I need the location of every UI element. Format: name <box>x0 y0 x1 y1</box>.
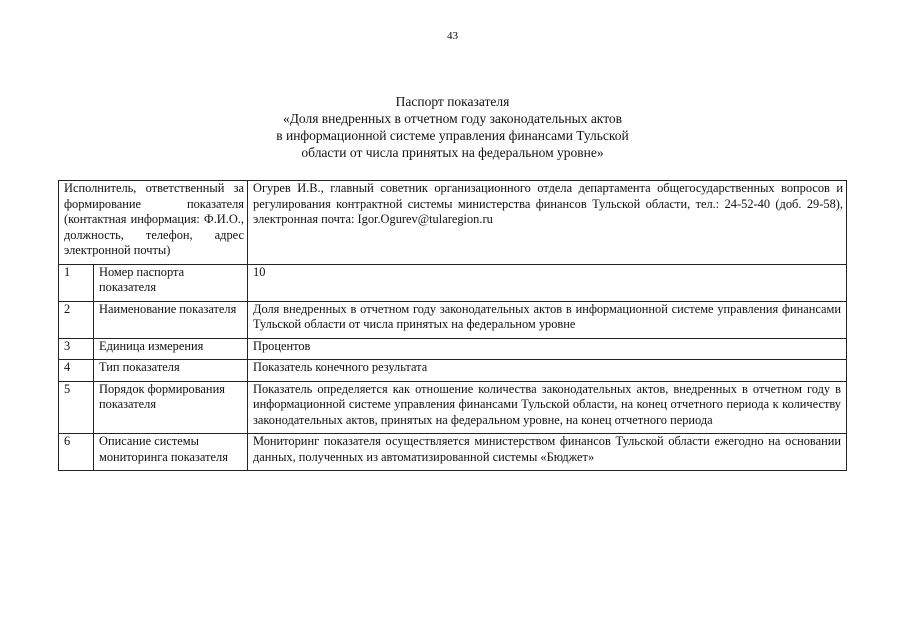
row-number: 3 <box>59 338 94 360</box>
table-row <box>59 434 847 471</box>
page-number: 43 <box>447 30 458 42</box>
row-value: Показатель определяется как отношение количества законодательных актов, внедренных в отчетном году в информационной системе управления финансами Тульской области, на конец отчетного периода к количеству законодательных актов, принятых на федеральном уровне, на конец отчетного периода <box>248 381 847 434</box>
row-name: Номер паспорта показателя <box>94 264 248 301</box>
row-value: Мониторинг показателя осуществляется министерством финансов Тульской области ежегодно на основании данных, полученных из автоматизированной системы «Бюджет» <box>248 434 847 471</box>
table-row <box>59 381 847 434</box>
table-row <box>59 264 847 301</box>
row-name: Наименование показателя <box>94 301 248 338</box>
row-number: 4 <box>59 360 94 382</box>
title-line-1: Паспорт показателя <box>395 94 510 109</box>
table-row <box>59 360 847 382</box>
indicator-passport-table <box>58 180 847 471</box>
row-name: Описание системы мониторинга показателя <box>94 434 248 471</box>
table-row <box>59 301 847 338</box>
row-number: 6 <box>59 434 94 471</box>
executor-label: Исполнитель, ответственный за формирование показателя (контактная информация: Ф.И.О., должность, телефон, адрес электронной почты) <box>59 181 248 265</box>
row-number: 1 <box>59 264 94 301</box>
row-value: Показатель конечного результата <box>248 360 847 382</box>
table-row <box>59 338 847 360</box>
row-value: Процентов <box>248 338 847 360</box>
row-number: 5 <box>59 381 94 434</box>
title-line-3: в информационной системе управления финансами Тульской <box>276 128 629 143</box>
row-name: Единица измерения <box>94 338 248 360</box>
row-value: 10 <box>248 264 847 301</box>
row-number: 2 <box>59 301 94 338</box>
executor-row <box>59 181 847 265</box>
executor-value: Огурев И.В., главный советник организационного отдела департамента общегосударственных вопросов и регулирования контрактной системы министерства финансов Тульской области, тел.: 24-52-40 (доб. 29-58), электронная почта: Igor.Ogurev@tularegion.ru <box>248 181 847 265</box>
document-title <box>180 93 725 161</box>
row-value: Доля внедренных в отчетном году законодательных актов в информационной системе управления финансами Тульской области от числа принятых на федеральном уровне <box>248 301 847 338</box>
title-line-2: «Доля внедренных в отчетном году законодательных актов <box>282 111 623 126</box>
title-line-4: области от числа принятых на федеральном уровне» <box>301 145 604 160</box>
row-name: Порядок формирования показателя <box>94 381 248 434</box>
row-name: Тип показателя <box>94 360 248 382</box>
